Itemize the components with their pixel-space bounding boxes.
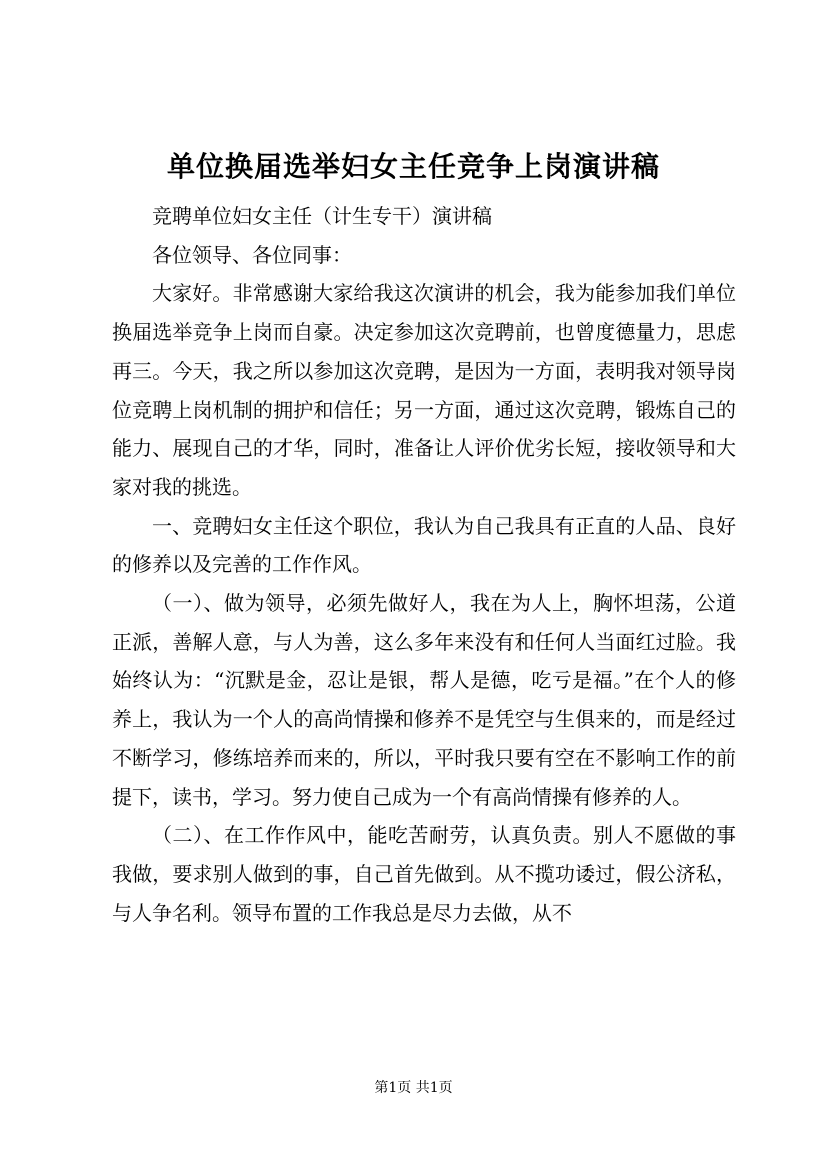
paragraph-section-1-2: （二）、在工作作风中，能吃苦耐劳，认真负责。别人不愿做的事我做，要求别人做到的事，自己首先做到。从不揽功诿过，假公济私，与人争名利。领导布置的工作我总是尽力去做，从不 xyxy=(112,823,736,925)
document-title: 单位换届选举妇女主任竞争上岗演讲稿 xyxy=(166,150,660,183)
paragraph-greeting: 大家好。非常感谢大家给我这次演讲的机会，我为能参加我们单位换届选举竞争上岗而自豪。决定参加这次竞聘前，也曾度德量力，思虑再三。今天，我之所以参加这次竞聘，是因为一方面，表明我对领导岗位竞聘上岗机制的拥护和信任；另一方面，通过这次竞聘，锻炼自己的能力、展现自己的才华，同时，准备让人评价优劣长短，接收领导和大家对我的挑选。 xyxy=(112,281,736,499)
page-number-footer: 第1页 共1页 xyxy=(374,1080,453,1096)
paragraph-section-1-1: （一）、做为领导，必须先做好人，我在为人上，胸怀坦荡，公道正派，善解人意，与人为善，这么多年来没有和任何人当面红过脸。我始终认为：“沉默是金，忍让是银，帮人是德，吃亏是福。”在个人的修养上，我认为一个人的高尚情操和修养不是凭空与生俱来的，而是经过不断学习，修练培养而来的，所以，平时我只要有空在不影响工作的前提下，读书，学习。努力使自己成为一个有高尚情操有修养的人。 xyxy=(112,591,736,809)
document-body xyxy=(112,197,736,932)
paragraph-section-1: 一、竞聘妇女主任这个职位，我认为自己我具有正直的人品、良好的修养以及完善的工作作风。 xyxy=(112,513,736,577)
paragraph-subtitle: 竞聘单位妇女主任（计生专干）演讲稿 xyxy=(152,204,492,228)
paragraph-salutation: 各位领导、各位同事： xyxy=(152,242,352,267)
